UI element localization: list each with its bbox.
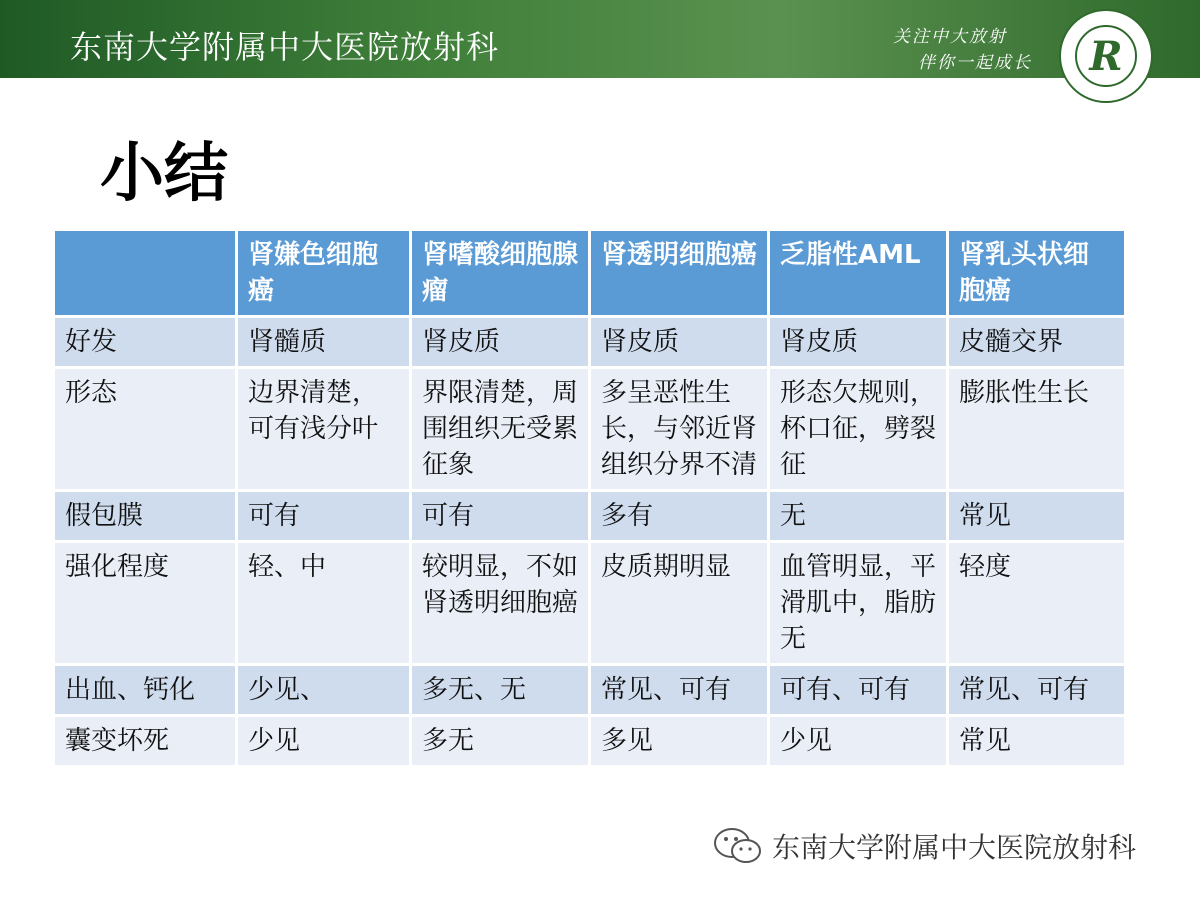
table-cell: 多无、无 <box>411 665 590 716</box>
table-cell: 多有 <box>590 491 769 542</box>
table-cell: 轻度 <box>948 542 1126 665</box>
table-cell: 肾皮质 <box>769 317 948 368</box>
slide-title: 小结 <box>100 137 228 211</box>
row-label: 假包膜 <box>54 491 237 542</box>
table-cell: 肾皮质 <box>590 317 769 368</box>
header-cell <box>54 230 237 317</box>
table-cell: 可有 <box>237 491 411 542</box>
table-cell: 皮髓交界 <box>948 317 1126 368</box>
table-cell: 多无 <box>411 716 590 767</box>
table-cell: 多见 <box>590 716 769 767</box>
row-label: 囊变坏死 <box>54 716 237 767</box>
row-label: 形态 <box>54 368 237 491</box>
row-label: 好发 <box>54 317 237 368</box>
table-cell: 肾皮质 <box>411 317 590 368</box>
table-cell: 皮质期明显 <box>590 542 769 665</box>
table-cell: 无 <box>769 491 948 542</box>
table-cell: 可有 <box>411 491 590 542</box>
header-cell: 肾嫌色细胞癌 <box>237 230 411 317</box>
table-cell: 少见、 <box>237 665 411 716</box>
header-title: 东南大学附属中大医院放射科 <box>70 28 500 66</box>
table-cell: 常见、可有 <box>590 665 769 716</box>
slogan-line-1: 关注中大放射 <box>893 27 1007 47</box>
wechat-icon <box>712 826 764 866</box>
table-cell: 膨胀性生长 <box>948 368 1126 491</box>
logo-letter: R <box>1089 33 1123 80</box>
table-cell: 较明显，不如肾透明细胞癌 <box>411 542 590 665</box>
table-cell: 边界清楚，可有浅分叶 <box>237 368 411 491</box>
table-row <box>54 665 1126 716</box>
header-cell: 肾乳头状细胞癌 <box>948 230 1126 317</box>
header-cell: 肾嗜酸细胞腺瘤 <box>411 230 590 317</box>
table-row <box>54 716 1126 767</box>
row-label: 出血、钙化 <box>54 665 237 716</box>
table-cell: 少见 <box>769 716 948 767</box>
summary-table <box>52 228 1127 768</box>
row-label: 强化程度 <box>54 542 237 665</box>
table-cell: 界限清楚，周围组织无受累征象 <box>411 368 590 491</box>
slogan-line-2: 伴你一起成长 <box>918 53 1032 73</box>
hospital-logo <box>1058 8 1154 104</box>
table-row <box>54 542 1126 665</box>
table-cell: 肾髓质 <box>237 317 411 368</box>
table-cell: 常见 <box>948 491 1126 542</box>
table-cell: 少见 <box>237 716 411 767</box>
footer-watermark <box>712 826 1136 866</box>
table-cell: 可有、可有 <box>769 665 948 716</box>
table-cell: 常见 <box>948 716 1126 767</box>
header-cell: 乏脂性AML <box>769 230 948 317</box>
table-row <box>54 368 1126 491</box>
table-cell: 血管明显，平滑肌中，脂肪无 <box>769 542 948 665</box>
footer-text: 东南大学附属中大医院放射科 <box>772 831 1137 864</box>
table-header-row <box>54 230 1126 317</box>
table-row <box>54 491 1126 542</box>
header-banner <box>0 0 1200 78</box>
table-cell: 多呈恶性生长，与邻近肾组织分界不清 <box>590 368 769 491</box>
header-cell: 肾透明细胞癌 <box>590 230 769 317</box>
table-cell: 形态欠规则，杯口征，劈裂征 <box>769 368 948 491</box>
table-cell: 轻、中 <box>237 542 411 665</box>
table-cell: 常见、可有 <box>948 665 1126 716</box>
table-row <box>54 317 1126 368</box>
